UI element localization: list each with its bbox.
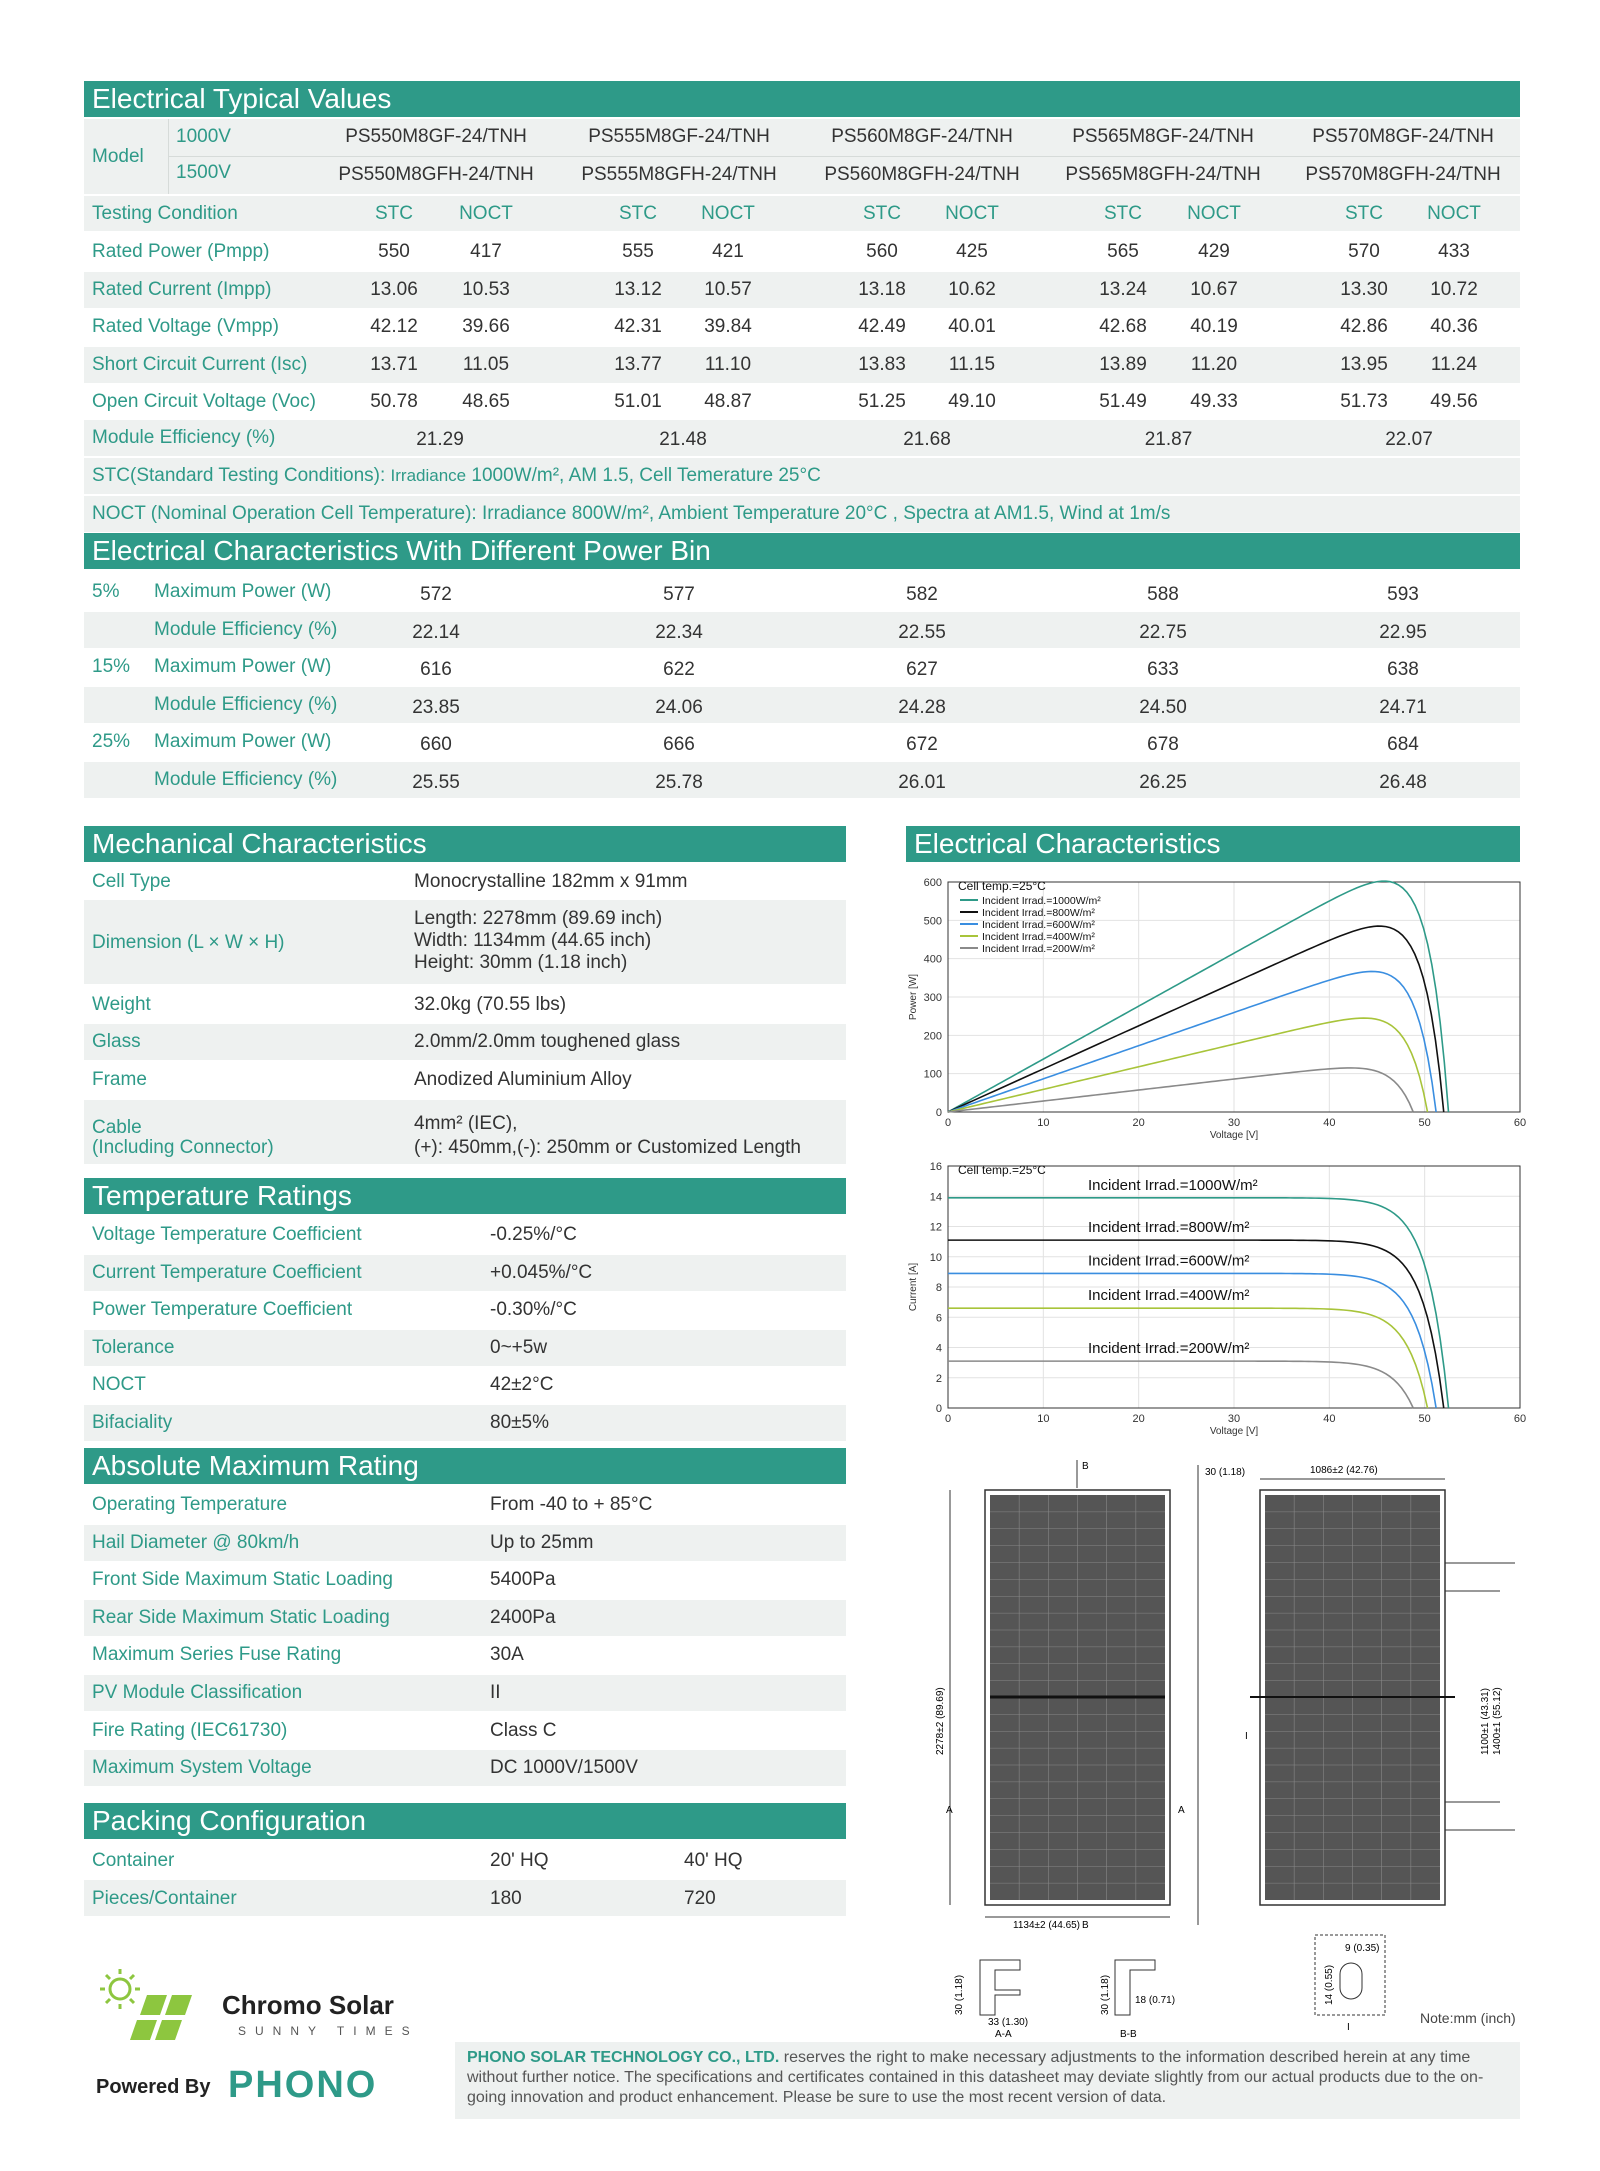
bin-value: 25.55 [412, 772, 460, 793]
bin-value: 582 [906, 584, 938, 605]
abs_max-label: Maximum Series Fuse Rating [92, 1644, 342, 1666]
series-line-3 [948, 1018, 1428, 1112]
x-tick-label: 0 [944, 1413, 952, 1425]
length-dimension: 2278±2 (89.69) [935, 1687, 946, 1755]
aa-width: 33 (1.30) [988, 2017, 1029, 2028]
stc-note-suffix: 1000W/m², AM 1.5, Cell Temerature 25°C [466, 465, 821, 486]
container-20hq: 20' HQ [490, 1850, 549, 1871]
abs_max-value: From -40 to + 85°C [490, 1494, 653, 1515]
bb-label: B-B [1120, 2029, 1137, 2040]
hole-width: 9 (0.35) [1345, 1943, 1380, 1954]
typical-value: 13.06 [370, 278, 418, 300]
typical-row-label: Rated Power (Pmpp) [92, 241, 270, 262]
noct-header-3: NOCT [1187, 203, 1241, 224]
y-tick-label: 16 [929, 1161, 942, 1173]
back-view [1205, 1465, 1515, 1905]
brand-name: Chromo Solar [222, 1990, 394, 2020]
bin-value: 572 [420, 584, 452, 605]
stc-header-1: STC [619, 203, 657, 224]
front-width-dimension: 1134±2 (44.65) [1013, 1920, 1081, 1931]
bin-value: 25.78 [655, 772, 703, 793]
y-tick-label: 500 [923, 915, 942, 928]
bin-row-label: Module Efficiency (%) [154, 769, 338, 790]
pieces-40hq: 720 [684, 1888, 716, 1909]
frame-value: Anodized Aluminium Alloy [414, 1069, 632, 1090]
cable-label-connector: (Including Connector) [92, 1137, 274, 1158]
x-tick-label: 40 [1323, 1413, 1336, 1425]
x-tick-label: 20 [1132, 1117, 1145, 1129]
aa-height: 30 (1.18) [954, 1974, 965, 2015]
typical-value: 42.68 [1099, 316, 1147, 338]
y-tick-label: 12 [929, 1221, 942, 1234]
front-view [935, 1460, 1198, 1931]
x-tick-label: 0 [944, 1117, 952, 1129]
bin-value: 672 [906, 734, 938, 756]
bin-value: 616 [420, 659, 452, 681]
typical-value: 11.05 [462, 353, 510, 375]
y-tick-label: 4 [935, 1342, 942, 1355]
glass-value: 2.0mm/2.0mm toughened glass [414, 1031, 681, 1052]
typical-value: 11.15 [948, 353, 996, 375]
bin-value: 633 [1147, 659, 1179, 681]
weight-label: Weight [92, 994, 151, 1015]
dimension-height: Height: 30mm (1.18 inch) [414, 952, 628, 973]
abs_max-value: Up to 25mm [490, 1531, 594, 1553]
stc-note-prefix: STC(Standard Testing Conditions): [92, 465, 391, 486]
typical-value: 40.19 [1190, 316, 1238, 338]
typical-value: 10.53 [462, 278, 510, 300]
typical-value: 570 [1348, 241, 1380, 262]
typical-value: 51.73 [1340, 391, 1388, 413]
bin-percent: 25% [92, 731, 131, 753]
temperature-label: NOCT [92, 1374, 146, 1396]
bin-percent: 5% [92, 581, 120, 602]
bin-row-label: Module Efficiency (%) [154, 693, 338, 715]
y-tick-label: 400 [923, 953, 942, 966]
section-a-marker-right: A [1178, 1805, 1185, 1816]
typical-value: 51.49 [1099, 391, 1147, 413]
typical-value: 48.65 [462, 391, 510, 413]
model-1500v-0: PS550M8GFH-24/TNH [338, 164, 534, 185]
typical-value: 417 [470, 241, 502, 262]
temperature-value: 0~+5w [490, 1336, 548, 1358]
typical-value: 40.01 [948, 316, 996, 338]
bin-value: 593 [1387, 584, 1419, 605]
abs_max-label: Rear Side Maximum Static Loading [92, 1606, 390, 1628]
power-voltage-chart [906, 870, 1527, 1150]
x-tick-label: 60 [1513, 1413, 1527, 1425]
model-1000v-3: PS565M8GF-24/TNH [1072, 126, 1254, 147]
bin-value: 577 [663, 584, 695, 605]
powered-by-label: Powered By [96, 2076, 211, 2098]
typical-value: 51.25 [858, 391, 906, 413]
typical-value: 555 [622, 241, 654, 262]
typical-value: 42.86 [1340, 316, 1388, 338]
typical-value: 10.57 [704, 278, 752, 300]
temperature-label: Tolerance [92, 1336, 175, 1358]
noct-note: NOCT (Nominal Operation Cell Temperature): Irradiance 800W/m², Ambient Temperature 20°C , Spectra at AM1.5, Wind at 1m/s [92, 503, 1171, 524]
bin-value: 627 [906, 659, 938, 681]
bin-row-label: Maximum Power (W) [154, 656, 332, 678]
typical-value: 49.33 [1190, 391, 1238, 413]
hole-spacing-1400: 1400±1 (55.12) [1492, 1687, 1503, 1755]
section-b-b [1100, 1960, 1175, 2040]
series-line-4 [948, 1068, 1413, 1112]
bin-value: 22.95 [1379, 621, 1427, 643]
stc-header-4: STC [1345, 203, 1383, 224]
stc-header-0: STC [375, 203, 413, 224]
abs_max-label: Fire Rating (IEC61730) [92, 1719, 288, 1741]
y-tick-label: 0 [935, 1403, 942, 1415]
x-tick-label: 40 [1323, 1117, 1336, 1129]
hole-spacing-1100: 1100±1 (43.31) [1480, 1687, 1491, 1755]
typical-value: 13.12 [614, 278, 662, 300]
temperature-value: 80±5% [490, 1412, 550, 1433]
legend-label-1: Incident Irrad.=800W/m² [982, 907, 1095, 919]
hole-height: 14 (0.55) [1324, 1964, 1335, 2005]
stc-note [92, 465, 821, 487]
typical-value: 42.12 [370, 316, 418, 338]
bin-value: 678 [1147, 734, 1179, 756]
stc-note-irradiance: Irradiance [390, 466, 467, 485]
phono-logo: PHONO [228, 2064, 378, 2106]
typical-value: 13.89 [1099, 353, 1147, 375]
x-axis-label: Voltage [V] [1209, 1130, 1259, 1141]
efficiency-value: 21.87 [1144, 429, 1193, 450]
glass-label: Glass [92, 1031, 141, 1052]
abs_max-value: 5400Pa [490, 1569, 556, 1591]
typical-value: 421 [712, 241, 744, 262]
model-1000v-0: PS550M8GF-24/TNH [345, 126, 527, 147]
stc-header-2: STC [863, 203, 901, 224]
abs_max-label: Front Side Maximum Static Loading [92, 1569, 393, 1591]
bin-value: 638 [1387, 659, 1419, 681]
typical-value: 39.84 [704, 316, 752, 338]
y-axis-label: Power [W] [908, 973, 919, 1021]
y-tick-label: 100 [923, 1068, 942, 1081]
bin-value: 23.85 [412, 696, 460, 718]
legend-label-4: Incident Irrad.=200W/m² [982, 943, 1095, 955]
abs_max-value: DC 1000V/1500V [490, 1757, 638, 1779]
temperature-label: Power Temperature Coefficient [92, 1299, 353, 1321]
section-header-electrical-typical: Electrical Typical Values [84, 81, 1520, 117]
curve-label-0: Incident Irrad.=1000W/m² [1088, 1176, 1258, 1194]
model-1000v-1: PS555M8GF-24/TNH [588, 126, 770, 147]
curve-label-3: Incident Irrad.=400W/m² [1088, 1287, 1250, 1305]
typical-value: 48.87 [704, 391, 752, 413]
typical-value: 11.10 [704, 353, 752, 375]
testing-condition-label: Testing Condition [92, 203, 238, 224]
x-tick-label: 60 [1513, 1117, 1527, 1129]
x-tick-label: 50 [1418, 1117, 1431, 1129]
bin-value: 666 [663, 734, 695, 756]
pieces-20hq: 180 [490, 1888, 522, 1909]
x-axis-label: Voltage [V] [1209, 1426, 1259, 1437]
typical-value: 13.77 [614, 353, 662, 375]
aa-label: A-A [995, 2029, 1012, 2040]
bin-value: 684 [1387, 734, 1419, 756]
temperature-label: Bifaciality [92, 1412, 173, 1433]
section-header-absolute-maximum: Absolute Maximum Rating [84, 1448, 846, 1484]
brand-tagline: SUNNY TIMES [238, 2024, 419, 2038]
section-b-marker: B [1082, 1461, 1089, 1472]
bin-value: 660 [420, 734, 452, 756]
section-a-marker-left: A [946, 1805, 953, 1816]
section-header-power-bin: Electrical Characteristics With Different Power Bin [84, 533, 1520, 569]
typical-value: 565 [1107, 241, 1139, 262]
section-header-mechanical: Mechanical Characteristics [84, 826, 846, 862]
cable-value-1: 4mm² (IEC), [414, 1113, 518, 1134]
legend-label-3: Incident Irrad.=400W/m² [982, 931, 1095, 943]
typical-value: 42.49 [858, 316, 906, 338]
container-40hq: 40' HQ [684, 1850, 743, 1871]
model-1000v-4: PS570M8GF-24/TNH [1312, 126, 1494, 147]
module-efficiency-label: Module Efficiency (%) [92, 427, 276, 448]
bin-percent: 15% [92, 656, 131, 678]
section-b-marker-bottom: B [1082, 1920, 1089, 1931]
abs_max-label: PV Module Classification [92, 1682, 303, 1703]
bin-value: 22.14 [412, 621, 460, 643]
noct-header-4: NOCT [1427, 203, 1481, 224]
abs_max-value: II [490, 1682, 501, 1703]
typical-value: 10.72 [1430, 278, 1478, 300]
y-tick-label: 2 [935, 1372, 942, 1385]
bin-row-label: Maximum Power (W) [154, 581, 332, 602]
bin-value: 26.48 [1379, 772, 1427, 793]
detail-i [1315, 1935, 1385, 2033]
typical-value: 40.36 [1430, 316, 1478, 338]
noct-header-2: NOCT [945, 203, 999, 224]
cell-temp-annotation: Cell temp.=25°C [958, 1163, 1046, 1177]
series-line-2 [948, 971, 1436, 1112]
typical-row-label: Rated Current (Impp) [92, 278, 272, 300]
typical-value: 39.66 [462, 316, 510, 338]
weight-value: 32.0kg (70.55 lbs) [414, 994, 567, 1015]
typical-value: 13.24 [1099, 278, 1147, 300]
typical-value: 13.30 [1340, 278, 1388, 300]
typical-row-label: Rated Voltage (Vmpp) [92, 316, 279, 338]
efficiency-value: 21.29 [416, 429, 464, 450]
typical-value: 49.56 [1430, 391, 1478, 413]
dimension-length: Length: 2278mm (89.69 inch) [414, 908, 663, 929]
frame-width-dimension: 30 (1.18) [1205, 1467, 1246, 1478]
bin-value: 26.25 [1139, 772, 1187, 793]
legend-label-2: Incident Irrad.=600W/m² [982, 919, 1095, 931]
chromo-solar-logo-icon [92, 1965, 222, 2045]
efficiency-value: 21.48 [659, 429, 707, 450]
temperature-label: Voltage Temperature Coefficient [92, 1224, 362, 1245]
temperature-value: -0.30%/°C [490, 1299, 577, 1321]
model-1500v-3: PS565M8GFH-24/TNH [1065, 164, 1261, 185]
voltage-1500v-label: 1500V [176, 162, 231, 183]
cable-label: Cable [92, 1117, 142, 1138]
model-1500v-4: PS570M8GFH-24/TNH [1305, 164, 1501, 185]
bin-value: 24.06 [655, 696, 703, 718]
bin-row-label: Module Efficiency (%) [154, 618, 338, 640]
bin-value: 22.55 [898, 621, 946, 643]
noct-header-0: NOCT [459, 203, 513, 224]
cell-type-label: Cell Type [92, 871, 171, 892]
bin-value: 588 [1147, 584, 1179, 605]
x-tick-label: 10 [1037, 1413, 1050, 1425]
abs_max-label: Operating Temperature [92, 1494, 288, 1515]
section-header-electrical-characteristics: Electrical Characteristics [906, 826, 1520, 862]
bin-value: 24.71 [1379, 696, 1427, 718]
curve-label-2: Incident Irrad.=600W/m² [1088, 1252, 1250, 1270]
efficiency-value: 21.68 [903, 429, 951, 450]
cable-value-2: (+): 450mm,(-): 250mm or Customized Length [414, 1137, 801, 1158]
y-tick-label: 8 [935, 1282, 942, 1294]
legend-label-0: Incident Irrad.=1000W/m² [982, 895, 1101, 907]
footer-company: PHONO SOLAR TECHNOLOGY CO., LTD. [467, 2049, 780, 2066]
abs_max-value: Class C [490, 1719, 557, 1741]
bb-width: 18 (0.71) [1135, 1995, 1176, 2006]
model-label: Model [92, 146, 144, 167]
abs_max-label: Hail Diameter @ 80km/h [92, 1531, 300, 1553]
abs_max-value: 30A [490, 1644, 524, 1666]
curve-label-4: Incident Irrad.=200W/m² [1088, 1340, 1250, 1358]
typical-value: 10.62 [948, 278, 996, 300]
x-tick-label: 10 [1037, 1117, 1050, 1129]
curve-label-1: Incident Irrad.=800W/m² [1088, 1219, 1250, 1237]
typical-value: 51.01 [614, 391, 662, 413]
bin-value: 22.34 [655, 621, 703, 643]
typical-value: 433 [1438, 241, 1470, 262]
typical-value: 10.67 [1190, 278, 1238, 300]
detail-i-marker: I [1245, 1731, 1248, 1742]
back-width-dimension: 1086±2 (42.76) [1310, 1465, 1378, 1476]
x-tick-label: 30 [1227, 1413, 1241, 1425]
y-tick-label: 14 [929, 1191, 942, 1204]
y-tick-label: 600 [923, 877, 942, 889]
series-line-3 [948, 1308, 1428, 1408]
module-dimension-drawing [935, 1455, 1540, 2040]
typical-value: 425 [956, 241, 988, 262]
typical-value: 13.18 [858, 278, 906, 300]
temperature-value: 42±2°C [490, 1374, 554, 1396]
detail-i-label: I [1347, 2022, 1350, 2033]
typical-row-label: Short Circuit Current (Isc) [92, 353, 308, 375]
pieces-label: Pieces/Container [92, 1888, 237, 1909]
cell-temp-annotation: Cell temp.=25°C [958, 879, 1046, 893]
y-tick-label: 200 [923, 1030, 942, 1043]
typical-row-label: Open Circuit Voltage (Voc) [92, 391, 316, 413]
bb-height: 30 (1.18) [1100, 1974, 1111, 2015]
typical-value: 42.31 [614, 316, 662, 338]
bin-value: 622 [663, 659, 695, 681]
typical-value: 49.10 [948, 391, 996, 413]
bin-value: 22.75 [1139, 621, 1187, 643]
y-tick-label: 0 [935, 1107, 942, 1119]
section-a-a [954, 1960, 1028, 2040]
y-tick-label: 300 [923, 992, 942, 1004]
container-label: Container [92, 1850, 175, 1871]
typical-value: 11.20 [1190, 353, 1238, 375]
x-tick-label: 30 [1227, 1117, 1241, 1129]
dimension-width: Width: 1134mm (44.65 inch) [414, 930, 652, 951]
temperature-value: -0.25%/°C [490, 1224, 577, 1245]
model-1000v-2: PS560M8GF-24/TNH [831, 126, 1013, 147]
y-tick-label: 10 [929, 1251, 942, 1264]
voltage-1000v-label: 1000V [176, 126, 231, 147]
units-note: Note:mm (inch) [1420, 2010, 1516, 2026]
bin-value: 26.01 [898, 772, 946, 793]
temperature-value: +0.045%/°C [490, 1261, 593, 1283]
typical-value: 13.95 [1340, 353, 1388, 375]
typical-value: 560 [866, 241, 898, 262]
section-header-temperature: Temperature Ratings [84, 1178, 846, 1214]
bin-value: 24.50 [1139, 696, 1187, 718]
typical-value: 50.78 [370, 391, 418, 413]
x-tick-label: 20 [1132, 1413, 1145, 1425]
current-voltage-chart [906, 1156, 1527, 1442]
footer-disclaimer [455, 2042, 1520, 2119]
typical-value: 13.71 [370, 353, 418, 375]
stc-header-3: STC [1104, 203, 1142, 224]
abs_max-label: Maximum System Voltage [92, 1757, 312, 1779]
model-1500v-1: PS555M8GFH-24/TNH [581, 164, 777, 185]
typical-value: 11.24 [1430, 353, 1478, 375]
temperature-label: Current Temperature Coefficient [92, 1261, 362, 1283]
typical-value: 13.83 [858, 353, 906, 375]
typical-value: 550 [378, 241, 410, 262]
abs_max-value: 2400Pa [490, 1606, 556, 1628]
model-1500v-2: PS560M8GFH-24/TNH [824, 164, 1020, 185]
section-header-packing: Packing Configuration [84, 1803, 846, 1839]
cell-type-value: Monocrystalline 182mm x 91mm [414, 871, 688, 892]
footer-text: reserves the right to make necessary adjustments to the information described herein at any time without further notice. The specifications and certificates contained in this datasheet may deviate slightly from our actual products due to the on-going innovation and product enhancement. Please be sure to use the most recent version of data. [467, 2049, 1484, 2106]
series-line-4 [948, 1361, 1413, 1408]
x-tick-label: 50 [1418, 1413, 1431, 1425]
frame-label: Frame [92, 1069, 147, 1090]
bin-value: 24.28 [898, 696, 946, 718]
dimension-label: Dimension (L × W × H) [92, 932, 285, 953]
noct-header-1: NOCT [701, 203, 755, 224]
y-axis-label: Current [A] [908, 1262, 919, 1312]
efficiency-value: 22.07 [1385, 429, 1433, 450]
bin-row-label: Maximum Power (W) [154, 731, 332, 753]
typical-value: 429 [1198, 241, 1230, 262]
y-tick-label: 6 [935, 1312, 942, 1325]
